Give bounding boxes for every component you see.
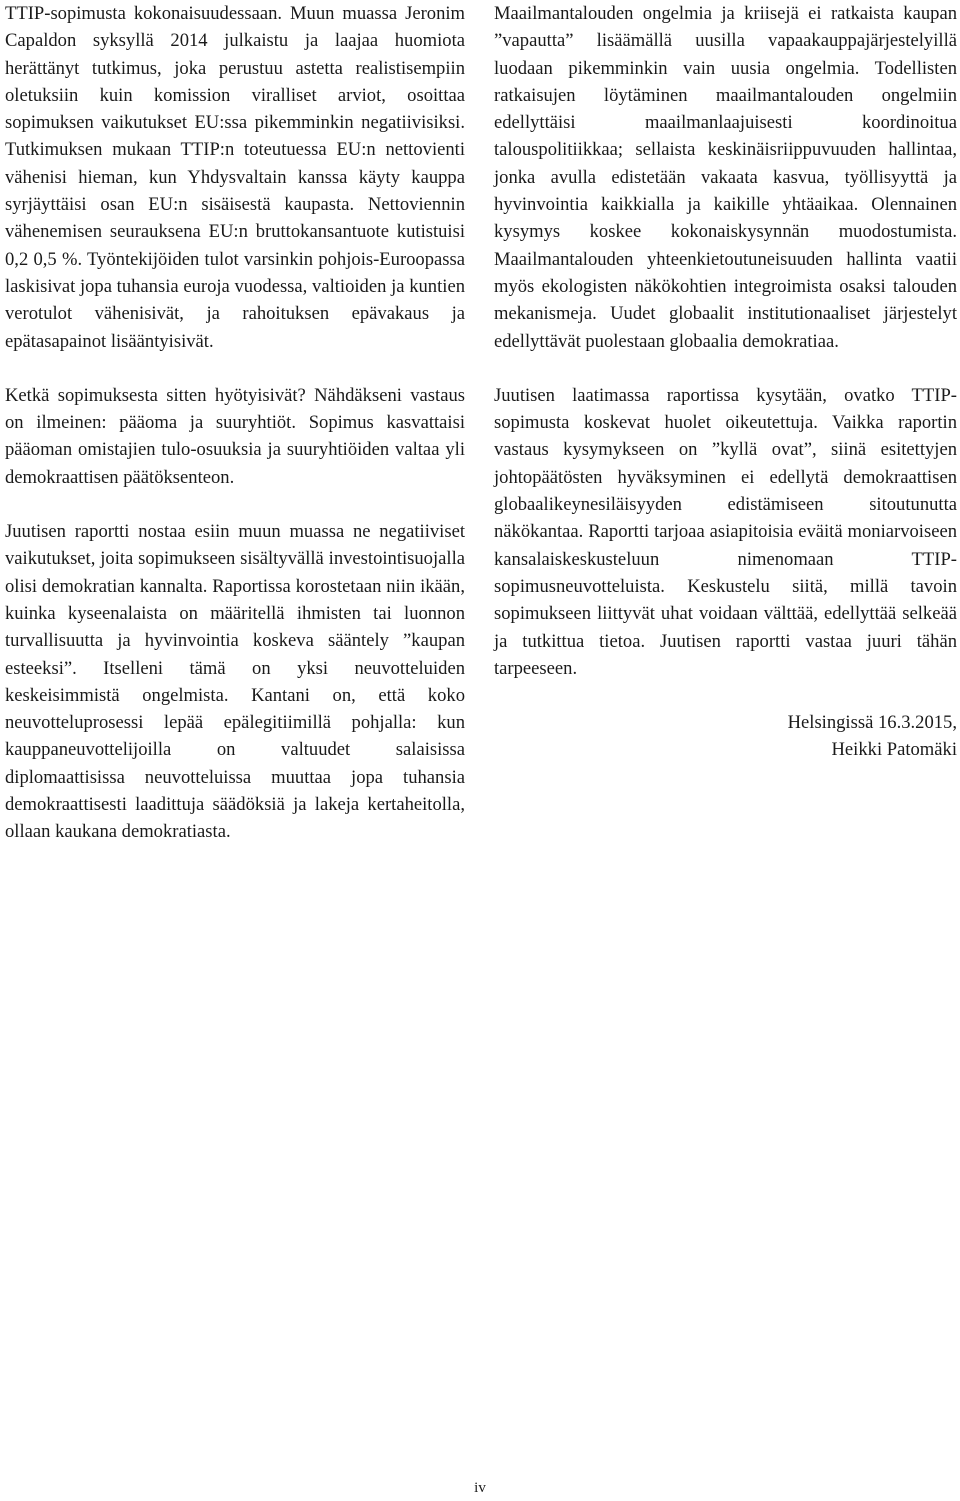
signature-place-date: Helsingissä 16.3.2015, (787, 712, 957, 734)
paragraph: Maailmantalouden ongelmia ja kriisejä ei ratkaista kaupan ”vapautta” lisäämällä uusilla vapaakauppajärjestelyillä luodaan pikemminkin vain uusia ongelmia. Todellisten ratkaisujen löytäminen maailmantalouden ongelmiin edellyttäisi maailmanlaajuisesti koordinoitua talouspolitiikkaa; sellaista keskinäisriippuvuuden hallintaa, jonka avulla edistetään vakaata kasvua, työllisyyttä ja hyvinvointia kaikkialla ja kaikille yhtäaikaa. Olennainen kysymys koskee kokonaiskysynnän muodostumista. Maailmantalouden yhteenkietoutuneisuuden hallinta vaatii myös ekologisten näkökohtien integroimista osaksi talouden mekanismeja. Uudet globaalit institutionaaliset järjestelyt edellyttävät puolestaan globaalia demokratiaa. (494, 3, 957, 352)
paragraph: Ketkä sopimuksesta sitten hyötyisivät? Nähdäkseni vastaus on ilmeinen: pääoma ja suuryhtiöt. Sopimus kasvattaisi pääoman omistajien tulo-osuuksia ja suuryhtiöiden valtaa yli demokraattisen päätöksenteon. (5, 384, 465, 488)
page-number: iv (474, 1480, 486, 1496)
paragraph: TTIP-sopimusta kokonaisuudessaan. Muun muassa Jeronim Capaldon syksyllä 2014 julkaistu ja laajaa huomiota herättänyt tutkimus, joka perustuu astetta realistisempiin oletuksiin kuin komission viralliset arviot, osoittaa sopimuksen vaikutukset EU:ssa pikemminkin negatiivisiksi. Tutkimuksen mukaan TTIP:n toteutuessa EU:n nettovienti vähenisi hieman, kun Yhdysvaltain kanssa käyty kauppa syrjäyttäisi osan EU:n sisäisestä kaupasta. Nettoviennin vähenemisen seurauksena EU:n bruttokansantuote kutistuisi 0,2 0,5 %. Työntekijöiden tulot varsinkin pohjois-Euroopassa laskisivat jopa tuhansia euroja vuodessa, valtioiden ja kuntien verotulot vähenisivät, ja rahoituksen epävakaus ja epätasapainot lisääntyisivät. (5, 3, 465, 352)
left-column (5, 0, 465, 846)
signature-author: Heikki Patomäki (831, 739, 957, 761)
right-column (494, 0, 957, 764)
signature-block (494, 709, 957, 764)
paragraph-gap (494, 355, 957, 382)
paragraph-gap (5, 491, 465, 518)
paragraph: Juutisen laatimassa raportissa kysytään, ovatko TTIP-sopimusta koskevat huolet oikeutettuja. Vaikka raportin vastaus kysymykseen on ”kyllä ovat”, siinä esitettyjen johtopäätösten hyväksyminen ei edellytä demokraattisen globaalikeynesiläisyyden edistämiseen sitoutunutta näkökantaa. Raportti tarjoaa asiapitoisia eväitä moniarvoiseen kansalaiskeskusteluun nimenomaan TTIP-sopimusneuvotteluista. Keskustelu siitä, millä tavoin sopimukseen liittyvät uhat voidaan välttää, edellyttää selkeää ja tutkittua tietoa. Juutisen raportti vastaa juuri tähän tarpeeseen. (494, 384, 957, 679)
paragraph: Juutisen raportti nostaa esiin muun muassa ne negatiiviset vaikutukset, joita sopimukseen sisältyvällä investointisuojalla olisi demokratian kannalta. Raportissa korostetaan niin ikään, kuinka kyseenalaista on määritellä ihmisten tai luonnon turvallisuutta ja hyvinvointia koskeva sääntely ”kaupan esteeksi”. Itselleni tämä on yksi neuvotteluiden keskeisimmistä ongelmista. Kantani on, että koko neuvotteluprosessi lepää epälegitiimillä pohjalla: kun kauppaneuvottelijoilla on valtuudet salaisissa diplomaattisissa neuvotteluissa muuttaa jopa tuhansia demokraattisesti laadittuja säädöksiä ja lakeja kertaheitolla, ollaan kaukana demokratiasta. (5, 521, 465, 843)
paragraph-gap (5, 355, 465, 382)
